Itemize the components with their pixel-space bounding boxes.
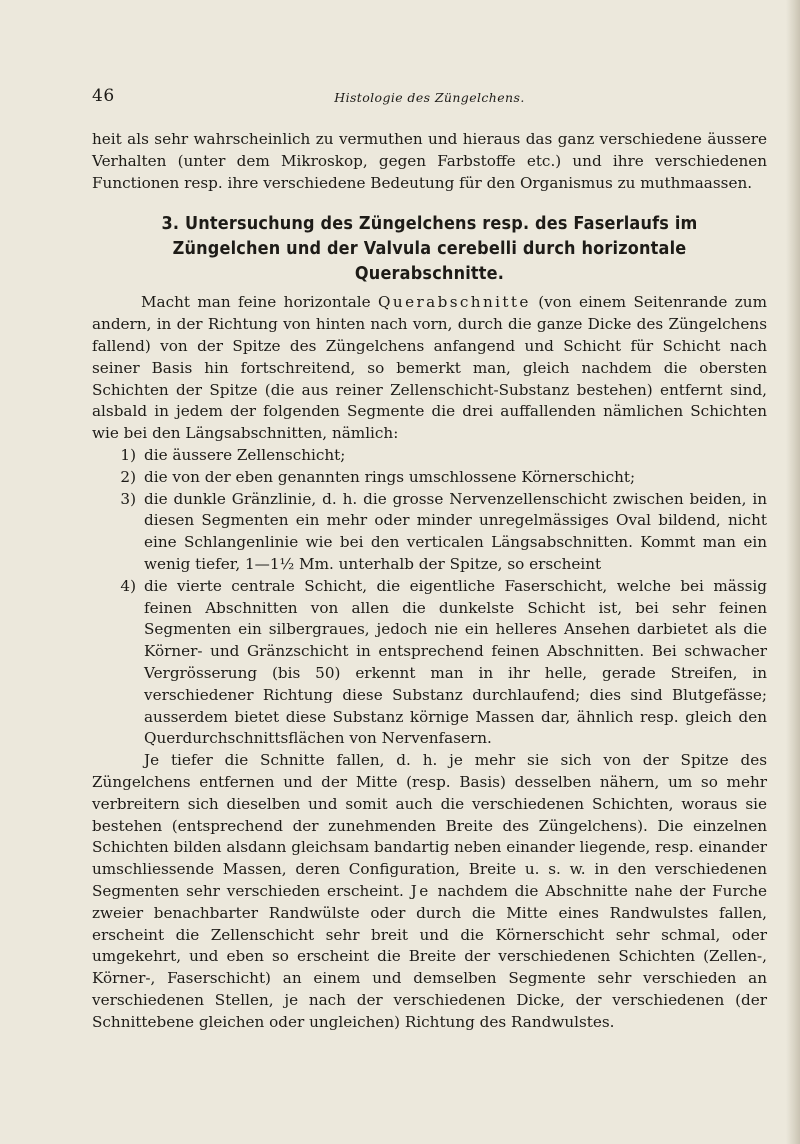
- list-item-number: 1): [120, 445, 136, 464]
- list-item-text: die dunkle Gränzlinie, d. h. die grosse Nervenzellenschicht zwischen beiden, in diesen Segmenten ein mehr oder minder unregelmässiges Oval bildend, nicht eine Schlangenlinie wie bei den verticalen Längsabschnitten. Kommt man ein wenig tiefer, 1—1½ Mm. unterhalb der Spitze, so erscheint: [144, 489, 767, 573]
- list-item-number: 2): [120, 467, 136, 486]
- paragraph-2-start: Je tiefer die Schnitte fallen, d. h. je mehr sie sich von der Spitze des Züngelchens entfernen und der Mitte (resp. Basis) desselben nähern, um so mehr verbreitern sich dieselben und somit auch die verschiedenen Schichten, woraus sie bestehen (entsprechend der zunehmenden Breite des Züngelchens). Die einzelnen Schichten bilden alsdann gleichsam bandartig neben einander liegende, resp. einander umschliessende Massen, deren Configuration, Breite u. s. w. in den verschiedenen Segmenten sehr verschieden erscheint.: [92, 751, 767, 900]
- section-heading: 3. Untersuchung des Züngelchens resp. des Faserlaufs im Züngelchen und der Valvula cerebelli durch horizontale Querabschnitte.: [161, 214, 698, 285]
- page-edge-shadow: [786, 0, 800, 1144]
- page-number: 46: [92, 86, 115, 106]
- opening-paragraph: heit als sehr wahrscheinlich zu vermuthen und hieraus das ganz verschiedene äussere Verhalten (unter dem Mikroskop, gegen Farbstoffe etc.) und ihre verschiedenen Functionen resp. ihre verschiedene Bedeutung für den Organismus zu muthmaassen.: [92, 130, 767, 192]
- paragraph-2-rest: nachdem die Abschnitte nahe der Furche zweier benachbarter Randwülste oder durch die Mitte eines Randwulstes fallen, erscheint die Zellenschicht sehr breit und die Körnerschicht sehr schmal, oder umgekehrt, und eben so erscheint die Breite der verschiedenen Schichten (Zellen-, Körner-, Faserschicht) an einem und demselben Segmente sehr verschieden an verschiedenen Stellen, je nach der verschiedenen Dicke, der verschiedenen (der Schnittebene gleichen oder ungleichen) Richtung des Randwulstes.: [92, 881, 767, 1031]
- page-header: [92, 86, 767, 112]
- layer-list: [92, 445, 767, 750]
- spaced-word-je: Je: [410, 881, 431, 900]
- list-item: [92, 576, 767, 750]
- book-page: [92, 86, 767, 1033]
- list-item: [92, 489, 767, 576]
- list-item-number: 4): [120, 576, 136, 595]
- list-item: [92, 467, 767, 489]
- paragraph-1: [92, 292, 767, 445]
- paragraph-1-rest: (von einem Seitenrande zum andern, in der Richtung von hinten nach vorn, durch die ganze Dicke des Züngelchens fallend) von der Spitze des Züngelchens anfangend und Schicht für Schicht nach seiner Basis hin fortschreitend, so bemerkt man, gleich nachdem die obersten Schichten der Spitze (die aus reiner Zellenschicht-Substanz bestehen) entfernt sind, alsbald in jedem der folgenden Segmente die drei auffallenden nämlichen Schichten wie bei den Längsabschnitten, nämlich:: [92, 293, 767, 443]
- list-item: [92, 445, 767, 467]
- spaced-term: Querabschnitte: [378, 293, 531, 312]
- paragraph-2: [92, 750, 767, 1033]
- list-item-text: die vierte centrale Schicht, die eigentliche Faserschicht, welche bei mässig feinen Abschnitten von allen die dunkelste Schicht ist, bei sehr feinen Segmenten ein silbergraues, jedoch nie ein helleres Ansehen darbietet als die Körner- und Gränzschicht in entsprechend feinen Abschnitten. Bei schwacher Vergrösserung (bis 50) erkennt man in ihr helle, gerade Streifen, in verschiedener Richtung diese Substanz durchlaufend; dies sind Blutgefässe; ausserdem bietet diese Substanz körnige Massen dar, ähnlich resp. gleich den Querdurchschnittsflächen von Nervenfasern.: [144, 576, 767, 748]
- paragraph-1-start: Macht man feine horizontale: [141, 293, 379, 312]
- running-title: Histologie des Züngelchens.: [334, 90, 525, 105]
- list-item-text: die von der eben genannten rings umschlossene Körnerschicht;: [144, 467, 636, 486]
- list-item-text: die äussere Zellenschicht;: [144, 445, 346, 464]
- list-item-number: 3): [120, 489, 136, 508]
